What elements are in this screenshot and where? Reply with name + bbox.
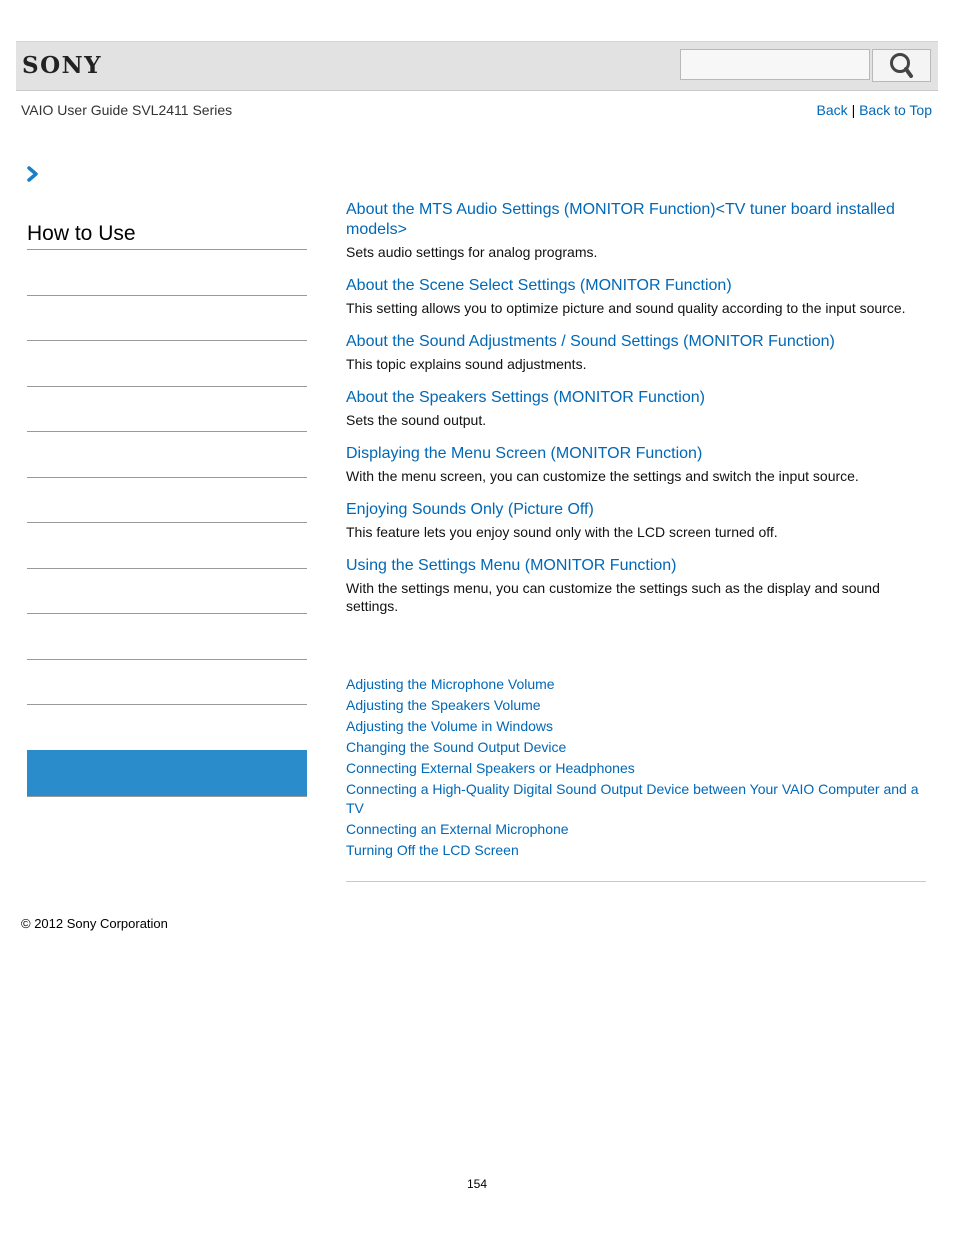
related-link[interactable]: Turning Off the LCD Screen <box>346 842 519 858</box>
breadcrumb[interactable] <box>25 165 41 188</box>
related-topics-list <box>346 675 928 862</box>
back-link[interactable]: Back <box>816 102 848 118</box>
sidebar-item[interactable] <box>27 386 307 387</box>
copyright: © 2012 Sony Corporation <box>21 916 168 931</box>
sidebar-item-active[interactable] <box>27 750 307 797</box>
topic-description: Sets audio settings for analog programs. <box>346 244 598 260</box>
topic-item <box>346 200 926 261</box>
topic-description: This setting allows you to optimize picture and sound quality according to the input source. <box>346 300 906 316</box>
sidebar-item[interactable] <box>27 522 307 523</box>
topic-description: With the settings menu, you can customize the settings such as the display and sound settings. <box>346 580 880 614</box>
back-to-top-link[interactable]: Back to Top <box>859 102 932 118</box>
related-link[interactable]: Changing the Sound Output Device <box>346 739 567 755</box>
topic-link[interactable]: Displaying the Menu Screen (MONITOR Function) <box>346 445 703 462</box>
sidebar-item[interactable] <box>27 613 307 614</box>
topic-item <box>346 276 926 317</box>
related-link[interactable]: Connecting an External Microphone <box>346 821 569 837</box>
topic-description: This topic explains sound adjustments. <box>346 356 587 372</box>
sidebar-item[interactable] <box>27 704 307 705</box>
content-divider <box>346 881 926 882</box>
search-icon <box>873 50 930 81</box>
sony-logo[interactable]: SONY <box>22 52 103 79</box>
sidebar-item[interactable] <box>27 431 307 432</box>
topic-item <box>346 332 926 373</box>
related-link[interactable]: Connecting a High-Quality Digital Sound Output Device between Your VAIO Computer and a TV <box>346 781 919 816</box>
sidebar-item[interactable] <box>27 568 307 569</box>
topic-item <box>346 556 926 615</box>
chevron-right-icon <box>25 165 41 183</box>
sidebar-divider <box>27 249 307 250</box>
sidebar-item[interactable] <box>27 295 307 296</box>
top-nav <box>817 102 932 118</box>
topic-description: Sets the sound output. <box>346 412 487 428</box>
search-input[interactable] <box>680 49 870 80</box>
search-button[interactable] <box>872 49 931 82</box>
related-link[interactable]: Adjusting the Speakers Volume <box>346 697 541 713</box>
guide-title: VAIO User Guide SVL2411 Series <box>21 102 233 118</box>
sidebar-item[interactable] <box>27 659 307 660</box>
sidebar-item[interactable] <box>27 340 307 341</box>
topic-link[interactable]: Enjoying Sounds Only (Picture Off) <box>346 501 594 518</box>
header-bar <box>16 41 938 91</box>
topic-item <box>346 444 926 485</box>
topic-item <box>346 388 926 429</box>
sidebar-title: How to Use <box>27 222 136 245</box>
related-link[interactable]: Connecting External Speakers or Headphones <box>346 760 635 776</box>
nav-separator: | <box>851 102 856 118</box>
topic-description: With the menu screen, you can customize the settings and switch the input source. <box>346 468 859 484</box>
related-link[interactable]: Adjusting the Volume in Windows <box>346 718 553 734</box>
sidebar-item[interactable] <box>27 477 307 478</box>
topic-description: This feature lets you enjoy sound only with the LCD screen turned off. <box>346 524 778 540</box>
topic-link[interactable]: Using the Settings Menu (MONITOR Function) <box>346 557 677 574</box>
topic-link[interactable]: About the Speakers Settings (MONITOR Function) <box>346 389 705 406</box>
topic-link[interactable]: About the Sound Adjustments / Sound Settings (MONITOR Function) <box>346 333 835 350</box>
topic-link[interactable]: About the Scene Select Settings (MONITOR Function) <box>346 277 732 294</box>
topic-link[interactable]: About the MTS Audio Settings (MONITOR Function)<TV tuner board installed models> <box>346 201 895 238</box>
related-link[interactable]: Adjusting the Microphone Volume <box>346 676 555 692</box>
page-number: 154 <box>466 1177 488 1191</box>
topic-item <box>346 500 926 541</box>
